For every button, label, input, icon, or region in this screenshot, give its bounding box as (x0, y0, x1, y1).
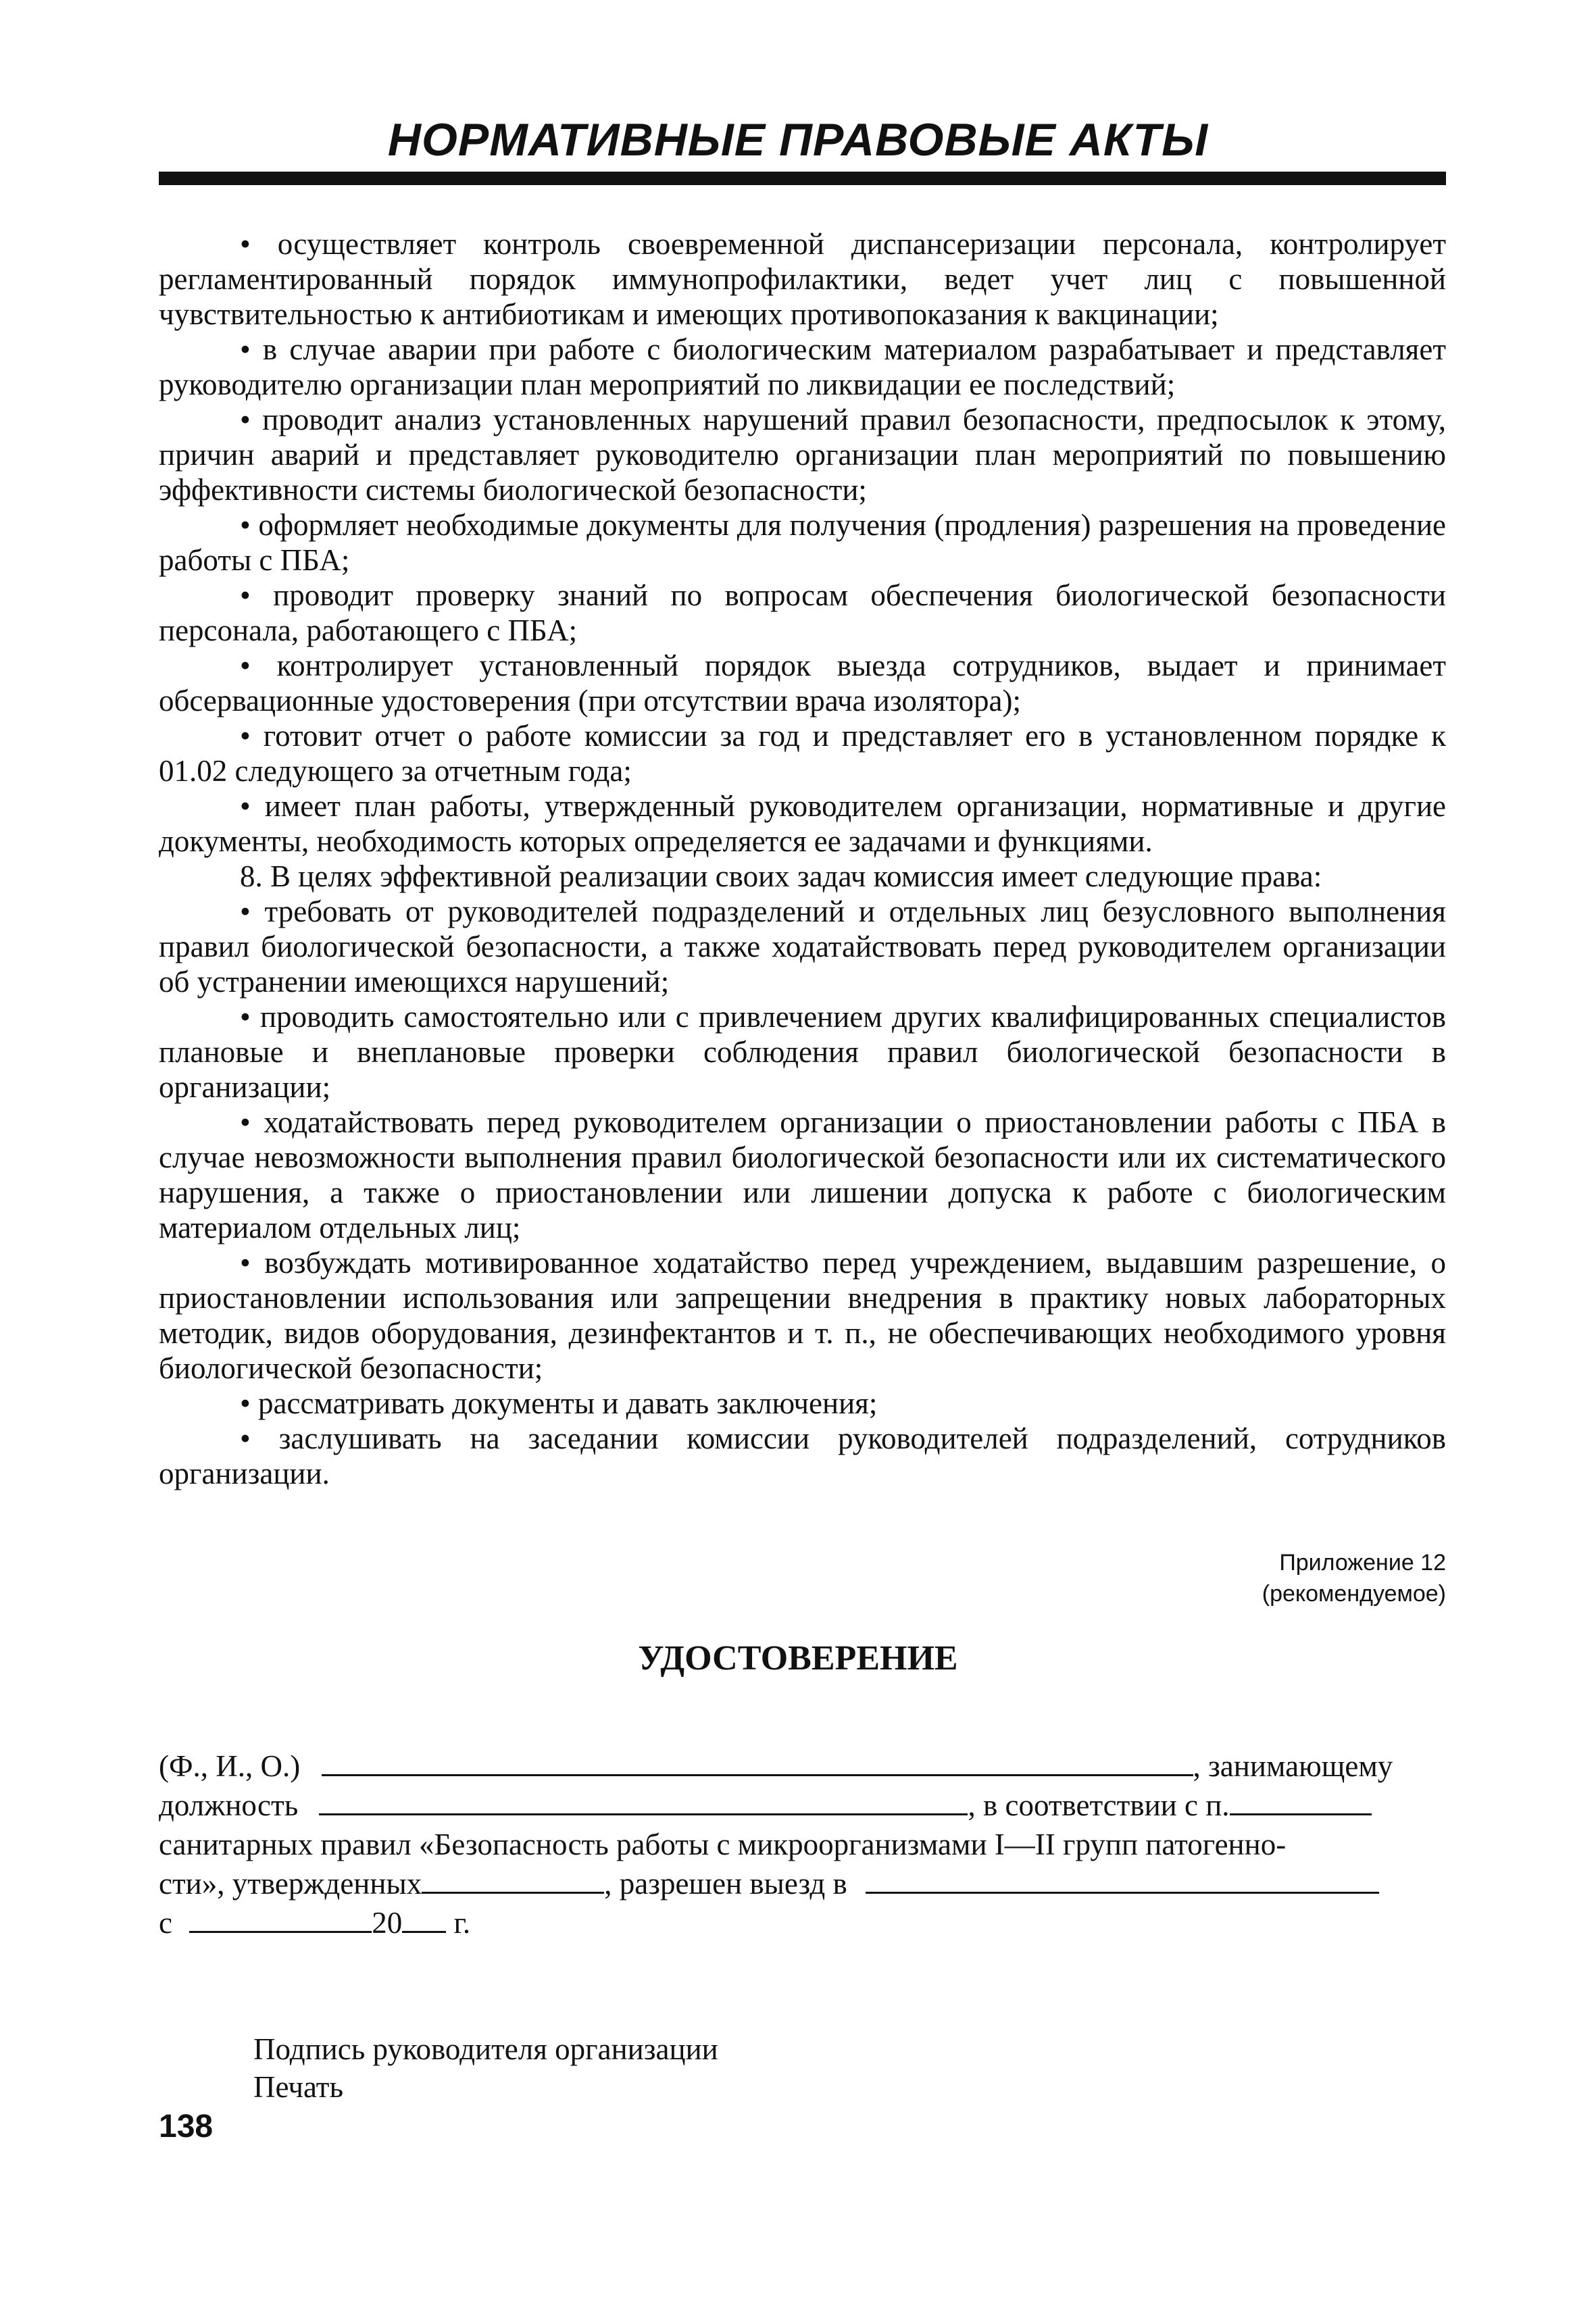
from-label: с (159, 1906, 172, 1940)
from-date-blank (189, 1904, 372, 1933)
certificate-title: УДОСТОВЕРЕНИЕ (638, 1639, 958, 1678)
paragraph-12: • возбуждать мотивированное ходатайство перед учреждением, выдавшим разрешение, о приостановлении использования или запрещении внедрения в практику новых лабораторных методик, видов оборудования, дезинфектантов и т. п., не обеспечивающих необходимого уровня биологической безопасности; (159, 1246, 1446, 1385)
appendix-label (1014, 1547, 1446, 1609)
approved-date-blank (422, 1865, 604, 1894)
paragraph-3: • проводит анализ установленных нарушений правил безопасности, предпосылок к этому, причин аварий и представляет руководителю организации план мероприятий по повышению эффективности системы биологической безопасности; (159, 403, 1446, 507)
fio-label: (Ф., И., О.) (159, 1749, 301, 1783)
paragraph-2: • в случае аварии при работе с биологическим материалом разрабатывает и представляет руководителю организации план мероприятий по ликвидации ее последствий; (159, 332, 1446, 401)
fio-suffix: , занимающему (1193, 1749, 1393, 1783)
year-blank (402, 1904, 446, 1933)
signature-block (253, 2030, 718, 2106)
fio-row (159, 1746, 1446, 1786)
section-8-heading: 8. В целях эффективной реализации своих задач комиссия имеет следующие права: (240, 859, 1322, 893)
page-number: 138 (159, 2109, 214, 2144)
position-suffix: , в соответствии с п. (968, 1788, 1230, 1822)
signature-line: Подпись руководителя организации (253, 2032, 718, 2066)
approved-row (159, 1864, 1446, 1903)
paragraph-4: • оформляет необходимые документы для получения (продления) разрешения на проведение работы с ПБА; (159, 508, 1446, 577)
paragraph-8: • имеет план работы, утвержденный руководителем организации, нормативные и другие документы, необходимость которых определяется ее задачами и функциями. (159, 789, 1446, 858)
paragraph-9: • требовать от руководителей подразделений и отдельных лиц безусловного выполнения правил биологической безопасности, а также ходатайствовать перед руководителем организации об устранении имеющихся нарушений; (159, 895, 1446, 999)
date-row (159, 1903, 1446, 1942)
destination-blank (866, 1865, 1379, 1894)
rules-row: санитарных правил «Безопасность работы с микроорганизмами I—II групп патогенно- (159, 1828, 1287, 1861)
position-label: должность (159, 1788, 299, 1822)
year-prefix: 20 (372, 1906, 403, 1940)
clause-blank (1230, 1786, 1372, 1815)
paragraph-7: • готовит отчет о работе комиссии за год и представляет его в установленном порядке к 01.02 следующего за отчетным года; (159, 719, 1446, 788)
appendix-number: Приложение 12 (1279, 1550, 1446, 1576)
approved-prefix: сти», утвержденных (159, 1867, 422, 1901)
paragraph-10: • проводить самостоятельно или с привлечением других квалифицированных специалистов плановые и внеплановые проверки соблюдения правил биологической безопасности в организации; (159, 1000, 1446, 1104)
running-header-title: НОРМАТИВНЫЕ ПРАВОВЫЕ АКТЫ (387, 114, 1209, 166)
paragraph-14: • заслушивать на заседании комиссии руководителей подразделений, сотрудников организации. (159, 1422, 1446, 1490)
paragraph-1: • осуществляет контроль своевременной диспансеризации персонала, контролирует регламентированный порядок иммунопрофилактики, ведет учет лиц с повышенной чувствительностью к антибиотикам и имеющих противопоказания к вакцинации; (159, 227, 1446, 331)
approved-suffix: , разрешен выезд в (604, 1867, 847, 1901)
body-text (159, 226, 1446, 1491)
paragraph-13: • рассматривать документы и давать заключения; (240, 1386, 878, 1420)
paragraph-6: • контролирует установленный порядок выезда сотрудников, выдает и принимает обсервационные удостоверения (при отсутствии врача изолятора); (159, 649, 1446, 718)
appendix-status: (рекомендуемое) (1262, 1581, 1446, 1607)
stamp-line: Печать (253, 2070, 343, 2104)
paragraph-5: • проводит проверку знаний по вопросам обеспечения биологической безопасности персонала, работающего с ПБА; (159, 578, 1446, 647)
fio-blank (322, 1747, 1193, 1776)
paragraph-11: • ходатайствовать перед руководителем организации о приостановлении работы с ПБА в случае невозможности выполнения правил биологической безопасности или их систематического нарушения, а также о приостановлении или лишении допуска к работе с биологическим материалом отдельных лиц; (159, 1105, 1446, 1244)
position-row (159, 1786, 1446, 1825)
year-suffix: г. (453, 1906, 471, 1940)
certificate-form (159, 1746, 1446, 1942)
position-blank (319, 1786, 968, 1815)
header-rule (159, 172, 1446, 185)
